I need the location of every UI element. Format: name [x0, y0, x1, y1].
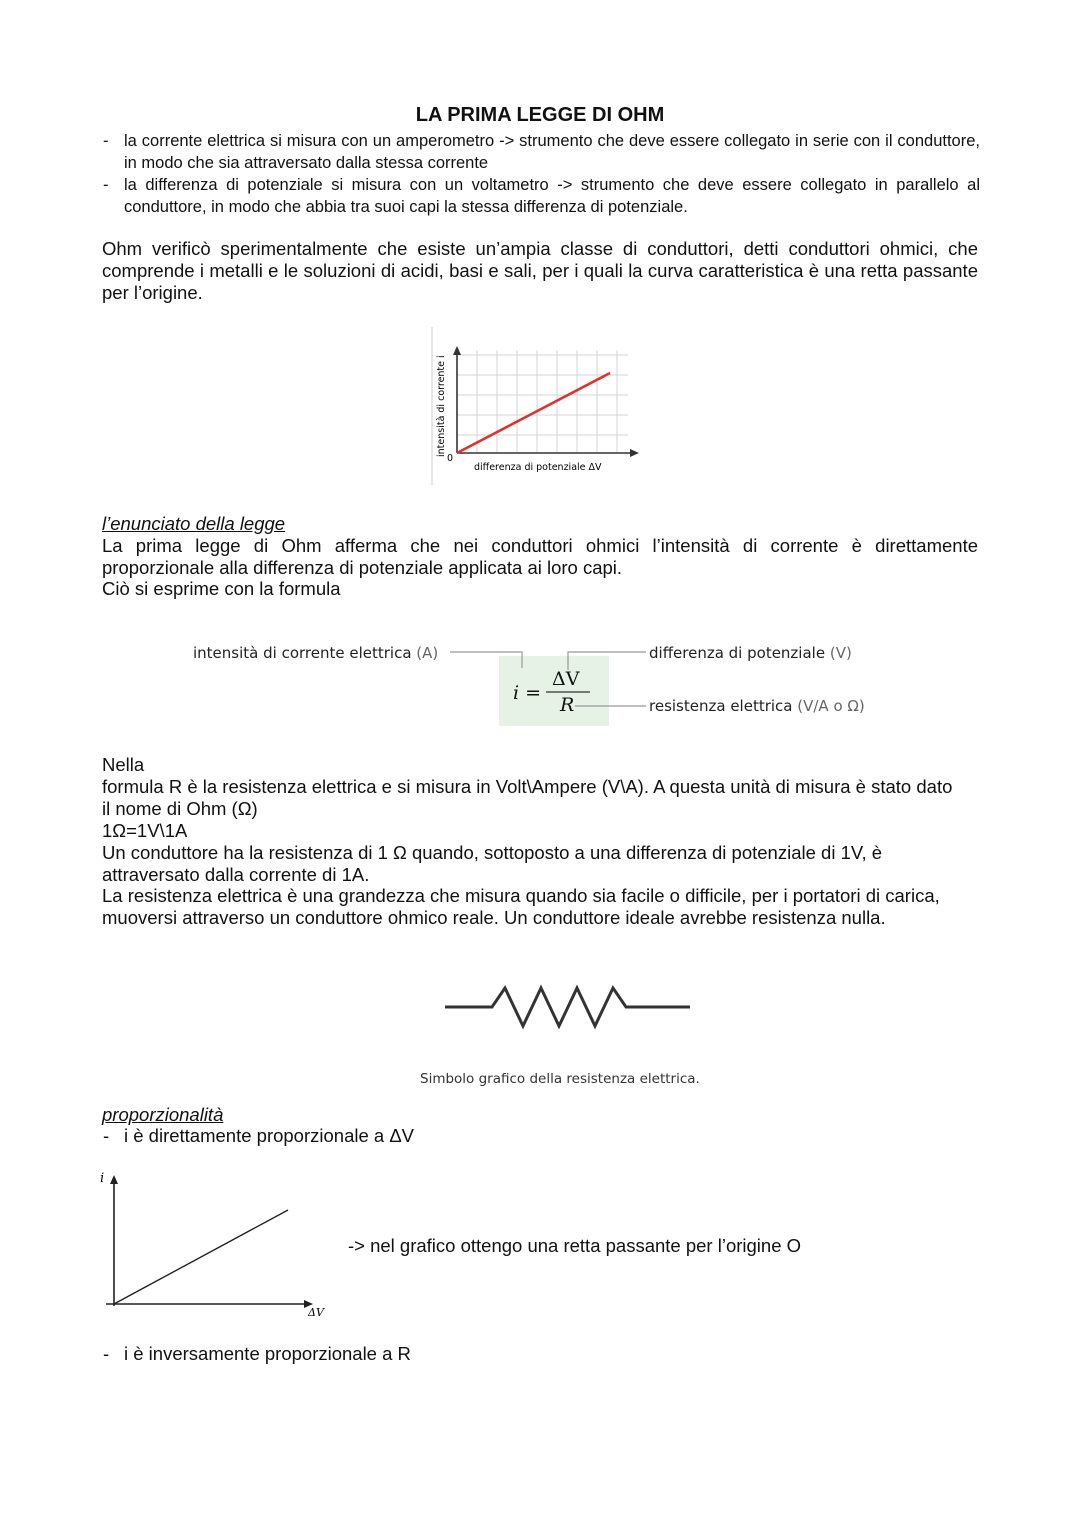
resistor-caption: Simbolo grafico della resistenza elettrica.	[420, 1071, 700, 1087]
graph2-line	[114, 1210, 288, 1304]
bullet-voltametro: - la differenza di potenziale si misura con un voltametro -> strumento che deve essere collegato in parallelo al conduttore, in modo che abbia tra suoi capi la stessa differenza di potenziale.	[100, 174, 980, 218]
characteristic-line	[457, 373, 610, 453]
intro-bullet-list	[100, 130, 980, 218]
leader-line-top-right	[568, 652, 646, 670]
proporzionalita-heading-text: proporzionalità	[102, 1104, 224, 1125]
label-current	[193, 644, 438, 662]
resistor-symbol-svg	[440, 982, 700, 1032]
y-axis-arrowhead	[453, 346, 461, 355]
label-resistance	[649, 697, 865, 715]
formula-intro: Ciò si esprime con la formula	[102, 578, 341, 599]
formula-denominator: R	[560, 694, 575, 716]
label-resistance-unit: (V/A o Ω)	[797, 697, 865, 715]
resistance-text-line4: Un conduttore ha la resistenza di 1 Ω quando, sottoposto a una differenza di potenziale di 1V, è attraversato dalla corrente di 1A.	[102, 842, 883, 885]
resistor-symbol	[440, 982, 700, 1032]
characteristic-curve-graph	[428, 325, 648, 490]
graph-x-label: differenza di potenziale ΔV	[474, 462, 602, 473]
label-resistance-text: resistenza elettrica	[649, 697, 793, 715]
page-title: LA PRIMA LEGGE DI OHM	[415, 104, 665, 126]
enunciato-text: La prima legge di Ohm afferma che nei conduttori ohmici l’intensità di corrente è direttamente proporzionale alla differenza di potenziale applicata ai loro capi.	[102, 535, 978, 578]
proportionality-graph	[96, 1168, 336, 1318]
proporzionalita-heading	[102, 1104, 978, 1126]
label-potential-text: differenza di potenziale	[649, 644, 826, 662]
graph-y-label: intensità di corrente i	[436, 355, 447, 457]
proportionality-graph-svg	[96, 1168, 336, 1318]
resistance-text-line5: La resistenza elettrica è una grandezza che misura quando sia facile o difficile, per i portatori di carica, muoversi attraverso un conduttore ohmico reale. Un conduttore ideale avrebbe resistenza nulla.	[102, 885, 940, 928]
graph2-note: -> nel grafico ottengo una retta passante per l’origine O	[348, 1235, 802, 1256]
characteristic-curve-svg	[428, 325, 648, 490]
graph-origin-label: 0	[447, 453, 454, 464]
graph2-y-label: i	[100, 1171, 105, 1186]
label-potential-unit: (V)	[829, 644, 852, 662]
resistance-text-line3: 1Ω=1V\1A	[102, 820, 188, 841]
formula-lhs: i =	[513, 682, 542, 704]
proporzionalita-bullet-1-wrap	[100, 1125, 980, 1147]
graph-grid	[457, 350, 628, 453]
ohm-paragraph: Ohm verificò sperimentalmente che esiste un’ampia classe di conduttori, detti conduttori ohmici, che comprende i metalli e le soluzioni di acidi, basi e sali, per i quali la curva caratteristica è una retta passante per l’origine.	[102, 238, 978, 303]
graph2-x-label: ΔV	[308, 1306, 324, 1318]
formula-numerator: ΔV	[552, 668, 580, 690]
x-axis-arrowhead	[630, 449, 639, 457]
proporzionalita-bullet-2: - i è inversamente proporzionale a R	[100, 1343, 980, 1365]
leader-line-left	[450, 652, 522, 668]
formula-diagram	[180, 630, 900, 730]
label-current-text: intensità di corrente elettrica	[193, 644, 412, 662]
label-potential-difference	[649, 644, 852, 662]
proporzionalita-bullet-2-wrap	[100, 1343, 980, 1365]
bullet-amperometro: - la corrente elettrica si misura con un amperometro -> strumento che deve essere collegato in serie con il conduttore, in modo che sia attraversato dalla stessa corrente	[100, 130, 980, 174]
resistance-text-line2: formula R è la resistenza elettrica e si misura in Volt\Ampere (V\A). A questa unità di misura è stato dato il nome di Ohm (Ω)	[102, 776, 953, 819]
enunciato-heading-text: l’enunciato della legge	[102, 513, 286, 534]
graph2-y-arrowhead	[110, 1175, 118, 1184]
label-current-unit: (A)	[416, 644, 439, 662]
resistor-zigzag	[445, 988, 690, 1026]
enunciato-heading	[102, 513, 978, 535]
resistance-text-line1: Nella	[102, 754, 145, 775]
proporzionalita-bullet-1: - i è direttamente proporzionale a ΔV	[100, 1125, 980, 1147]
